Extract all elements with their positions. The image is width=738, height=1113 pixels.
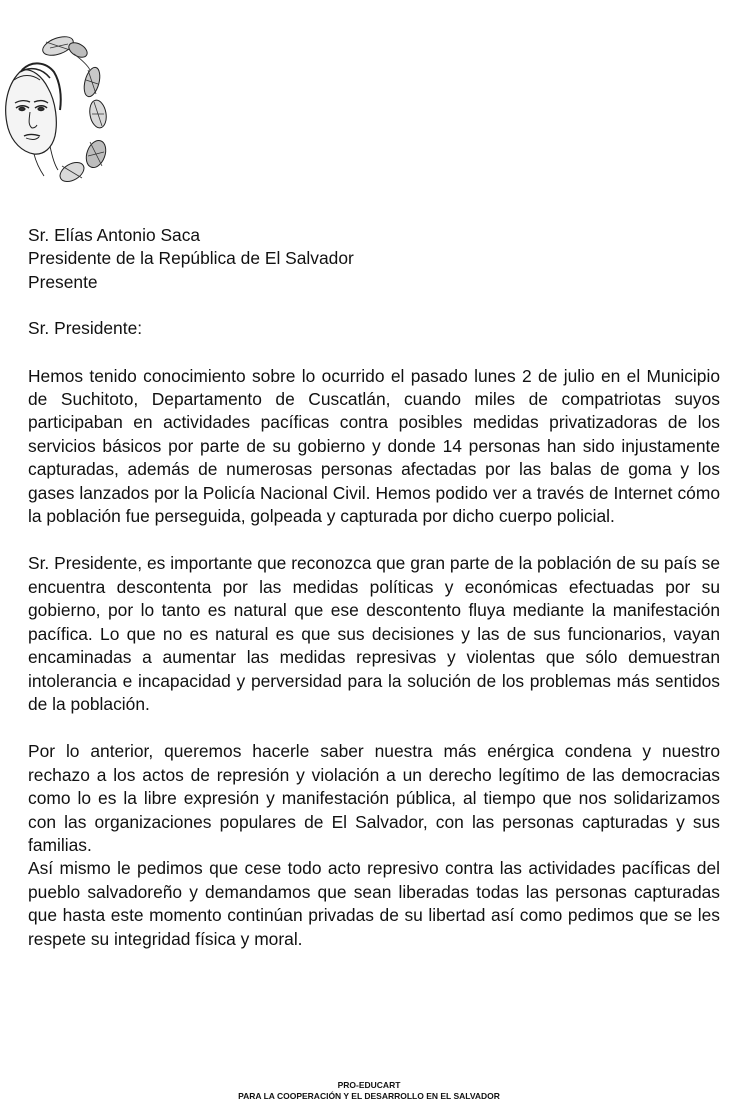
salutation: Sr. Presidente: [28,318,143,339]
paragraph-3: Por lo anterior, queremos hacerle saber nuestra más enérgica condena y nuestro rechazo a los actos de represión y violación a un derecho legítimo de las democracias como lo es la libre expresión y manifestación pública, al tiempo que nos solidarizamos con las organizaciones populares de El Salvador, con las personas capturadas y sus familias. [28,741,720,855]
paragraph-2: Sr. Presidente, es importante que reconozca que gran parte de la población de su país se encuentra descontenta por las medidas políticas y económicas efectuadas por su gobierno, por lo tanto es natural que ese descontento fluya mediante la manifestación pacífica. Lo que no es natural es que sus decisiones y las de sus funcionarios, vayan encaminadas a aumentar las medidas represivas y violentas que sólo demuestran intolerancia e incapacidad y perversidad para la solución de los problemas más sentidos de la población. [28,553,720,714]
paragraph-1: Hemos tenido conocimiento sobre lo ocurrido el pasado lunes 2 de julio en el Municipio de Suchitoto, Departamento de Cuscatlán, cuando miles de compatriotas suyos participaban en actividades pacíficas contra posibles medidas privatizadoras de los servicios básicos por parte de su gobierno y donde 14 personas han sido injustamente capturadas, además de numerosas personas afectadas por las balas de goma y los gases lanzados por la Policía Nacional Civil. Hemos podido ver a través de Internet cómo la población fue perseguida, golpeada y capturada por dicho cuerpo policial. [28,365,720,527]
logo-illustration [0,30,118,188]
footer-organization: PRO-EDUCART [337,1080,401,1090]
paragraph-4: Así mismo le pedimos que cese todo acto represivo contra las actividades pacíficas del pueblo salvadoreño y demandamos que sean liberadas todas las personas capturadas que hasta este momento continúan privadas de su libertad así como pedimos que se les respete su integridad física y moral. [28,858,720,949]
footer-tagline: PARA LA COOPERACIÓN Y EL DESARROLLO EN EL SALVADOR [238,1091,500,1101]
footer [0,1080,738,1102]
recipient-title: Presidente de la República de El Salvador [28,248,354,269]
letter-body [28,224,720,951]
recipient-presente: Presente [28,271,98,292]
recipient-name: Sr. Elías Antonio Saca [28,225,201,245]
